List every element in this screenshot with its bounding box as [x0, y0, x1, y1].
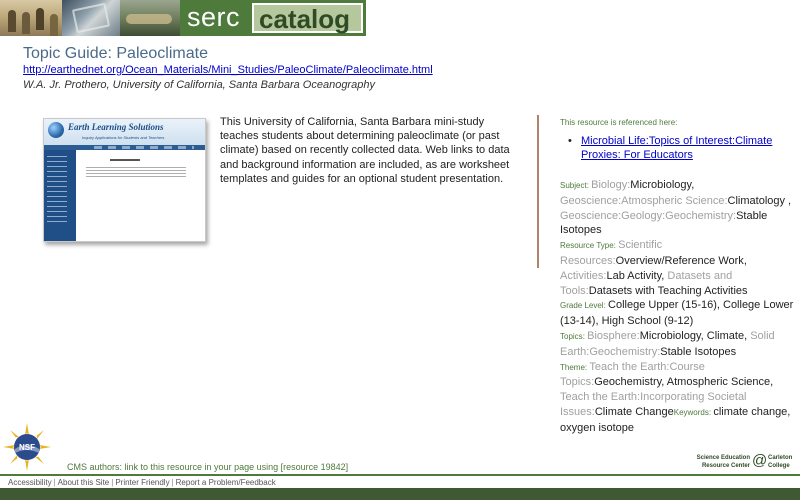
topics-value[interactable]: Stable Isotopes [660, 345, 737, 358]
banner-photo-instrument [62, 0, 120, 36]
resource-type-category[interactable]: Activities: [560, 269, 607, 282]
subject-value[interactable]: Stable Isotopes [560, 209, 768, 237]
banner-photo-landscape [120, 0, 180, 36]
resource-type-value[interactable]: Lab Activity [606, 269, 662, 282]
serc-name-line: Science Education [696, 455, 750, 461]
label-colon: : [603, 301, 609, 311]
separator: , [691, 179, 695, 191]
resource-type-label: Resource Type [560, 241, 614, 251]
references-header: This resource is referenced here: [560, 118, 678, 127]
subject-category[interactable]: Geoscience:Geology:Geochemistry: [560, 209, 737, 222]
separator: , [785, 194, 792, 207]
label-colon: : [584, 362, 590, 372]
carleton-name [768, 454, 792, 470]
footer-link-printer-friendly[interactable]: Printer Friendly [115, 478, 170, 487]
resource-thumbnail[interactable] [43, 118, 206, 242]
separator: , [743, 254, 747, 267]
topics-category[interactable]: Biosphere: [587, 329, 640, 342]
separator: , [744, 329, 751, 342]
grade-level-label: Grade Level [560, 301, 604, 311]
site-banner [0, 0, 800, 36]
label-colon: : [586, 181, 592, 190]
thumbnail-subtitle: Inquiry Applications for Students and Teachers [82, 135, 165, 140]
carleton-name-line: College [768, 463, 790, 469]
resource-metadata [560, 178, 796, 436]
subject-label: Subject [560, 181, 587, 190]
nsf-logo[interactable] [3, 423, 51, 471]
footer-link-report-problem[interactable]: Report a Problem/Feedback [175, 478, 276, 487]
resource-type-category[interactable]: Scientific Resources: [560, 239, 663, 267]
topics-value[interactable]: Microbiology, Climate [639, 329, 745, 342]
resource-url-link[interactable]: http://earthednet.org/Ocean_Materials/Mini_Studies/PaleoClimate/Paleoclimate.html [23, 64, 433, 76]
keywords-label: Keywords [673, 407, 709, 417]
label-colon: : [708, 407, 714, 417]
label-colon: : [613, 241, 619, 251]
reference-link-climate-proxies[interactable]: Microbial Life:Topics of Interest:Climate Proxies: For Educators [581, 135, 773, 161]
label-colon: : [582, 331, 588, 341]
thumbnail-title: Earth Learning Solutions [68, 122, 164, 132]
subject-category[interactable]: Biology: [591, 179, 631, 191]
resource-author: W.A. Jr. Prothero, University of California, Santa Barbara Oceanography [23, 79, 375, 91]
thumbnail-content [80, 155, 200, 235]
globe-icon [48, 122, 64, 138]
catalog-logo[interactable] [252, 0, 366, 36]
banner-photo-field-students [0, 0, 62, 36]
footer-link-accessibility[interactable]: Accessibility [8, 478, 52, 487]
footer-bar [0, 488, 800, 500]
grade-level-value[interactable]: College Upper (15-16), College Lower (13-14), High School (9-12) [560, 299, 794, 328]
subject-category[interactable]: Geoscience:Atmospheric Science: [560, 194, 728, 207]
theme-label: Theme [560, 362, 585, 372]
separator: | [171, 478, 174, 487]
resource-type-value[interactable]: Overview/Reference Work [615, 254, 744, 267]
serc-name [688, 454, 750, 470]
resource-type-category[interactable]: Datasets and Tools: [560, 269, 733, 297]
footer-link-about[interactable]: About this Site [57, 478, 110, 487]
thumbnail-sidebar [44, 150, 76, 242]
topics-category[interactable]: Solid Earth:Geochemistry: [560, 329, 775, 358]
separator: , [770, 376, 774, 389]
serc-carleton-logo[interactable] [688, 454, 798, 474]
footer-divider [0, 474, 800, 476]
resource-description: This University of California, Santa Barbara mini-study teaches students about determining paleoclimate (or past climate) based on recently collected data. Web links to data and background information are included, as are worksheet templates and guides for an optional student presentation. [220, 116, 510, 185]
serc-name-line: Resource Center [701, 463, 750, 469]
footer-links [8, 478, 276, 487]
banner-photos [0, 0, 180, 36]
list-item [568, 134, 788, 162]
at-symbol: @ [752, 452, 768, 469]
theme-category[interactable]: Teach the Earth:Course Topics: [560, 360, 705, 389]
thumbnail-header [44, 119, 205, 145]
subject-value[interactable]: Climatology [727, 194, 785, 207]
subject-value[interactable]: Microbiology [630, 179, 692, 191]
keywords-value: climate change, oxygen isotope [560, 405, 791, 434]
catalog-logo-text: catalog [254, 5, 361, 31]
theme-value[interactable]: Geochemistry, Atmospheric Science [594, 376, 771, 389]
serc-logo-text[interactable]: serc [180, 0, 252, 36]
carleton-name-line: Carleton [768, 455, 793, 461]
resource-type-value[interactable]: Datasets with Teaching Activities [588, 284, 748, 297]
theme-category[interactable]: Teach the Earth:Incorporating Societal Issues: [560, 391, 747, 418]
separator: | [111, 478, 114, 487]
separator: | [53, 478, 56, 487]
topics-label: Topics [560, 331, 583, 341]
separator: , [661, 269, 668, 282]
theme-value[interactable]: Climate Change [594, 405, 674, 418]
page-title: Topic Guide: Paleoclimate [23, 45, 208, 62]
cms-authors-note: CMS authors: link to this resource in your page using [resource 19842] [67, 462, 349, 472]
references-list [568, 134, 788, 162]
nsf-logo-text: NSF [19, 443, 35, 452]
